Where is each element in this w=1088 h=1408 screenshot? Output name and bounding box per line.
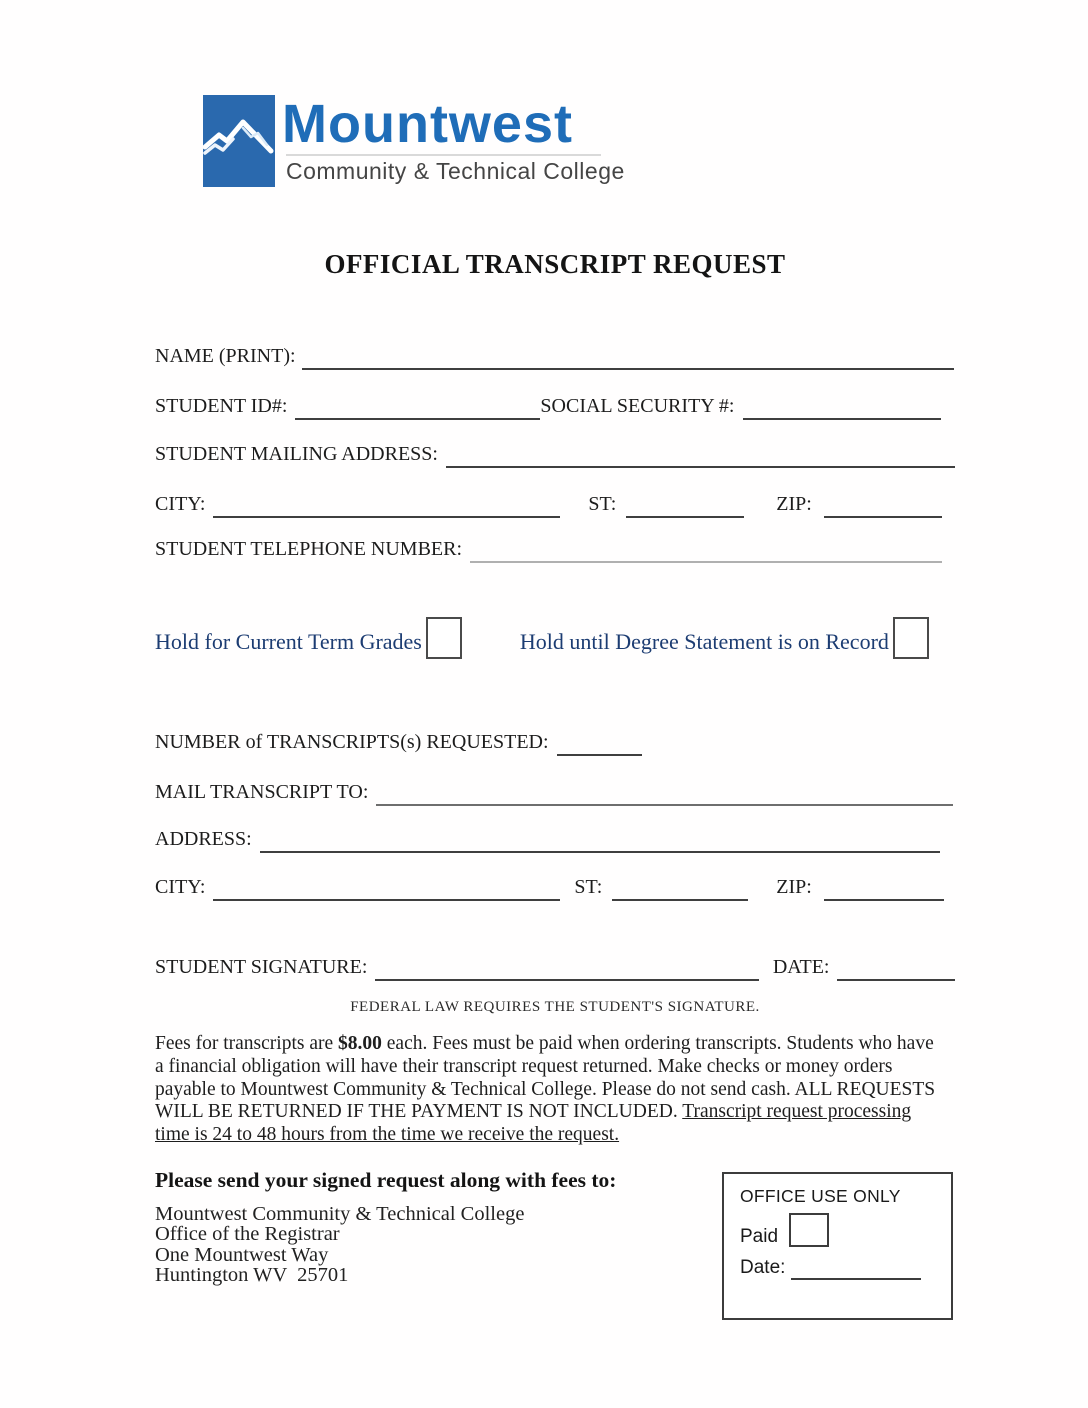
office-date-label: Date: bbox=[740, 1257, 786, 1278]
send-to-line-office: Office of the Registrar bbox=[155, 1223, 340, 1246]
transcript-count-input-line[interactable] bbox=[557, 730, 642, 756]
id-ssn-row bbox=[155, 394, 955, 420]
st-input-line[interactable] bbox=[626, 492, 744, 518]
mailing-address-input-line[interactable] bbox=[446, 442, 955, 468]
fees-text-after: each. Fees must be paid when ordering transcripts. Students who have a financial obligation will have their transcript request returned. Make checks or money orders payable to Mountwest Community & Technical College. Please do not send cash. ALL REQUESTS WILL BE RETURNED IF THE PAYMENT IS NOT INCLUDED. bbox=[155, 1033, 936, 1123]
st-input-line-2[interactable] bbox=[612, 875, 748, 901]
send-to-line-college: Mountwest Community & Technical College bbox=[155, 1202, 525, 1225]
city-st-zip-row-1 bbox=[155, 492, 955, 518]
date-label: DATE: bbox=[772, 956, 830, 978]
telephone-input-line[interactable] bbox=[470, 537, 942, 563]
mail-to-row bbox=[155, 780, 955, 806]
mailing-address-row bbox=[155, 442, 955, 468]
zip-label: ZIP: bbox=[776, 493, 812, 515]
city-input-line-2[interactable] bbox=[213, 875, 560, 901]
fees-processing-time-note: Transcript request processing time is 24 to 48 hours from the time we receive the request. bbox=[155, 1101, 912, 1146]
paid-label: Paid bbox=[740, 1226, 779, 1247]
ssn-label: SOCIAL SECURITY #: bbox=[540, 395, 735, 417]
mail-to-input-line[interactable] bbox=[376, 780, 953, 806]
office-use-only-box bbox=[722, 1172, 953, 1320]
telephone-label: STUDENT TELEPHONE NUMBER: bbox=[155, 538, 463, 560]
fees-text-before: Fees for transcripts are bbox=[155, 1033, 339, 1054]
college-logo bbox=[203, 0, 1088, 187]
paid-checkbox[interactable] bbox=[789, 1213, 829, 1247]
student-id-label: STUDENT ID#: bbox=[155, 395, 288, 417]
signature-row bbox=[155, 955, 955, 981]
student-id-input-line[interactable] bbox=[295, 394, 540, 420]
city-st-zip-row-2 bbox=[155, 875, 955, 901]
hold-degree-statement-checkbox[interactable] bbox=[893, 617, 929, 659]
send-to-line-city: Huntington WV 25701 bbox=[155, 1264, 349, 1287]
fees-amount: $8.00 bbox=[338, 1033, 382, 1054]
mailing-address-label: STUDENT MAILING ADDRESS: bbox=[155, 443, 438, 465]
logo-divider bbox=[286, 154, 601, 156]
name-input-line[interactable] bbox=[302, 344, 954, 370]
address-label: ADDRESS: bbox=[155, 828, 252, 850]
zip-input-line[interactable] bbox=[824, 492, 942, 518]
office-date-input-line[interactable] bbox=[791, 1258, 921, 1280]
logo-wordmark: Mountwest bbox=[282, 94, 573, 154]
federal-law-note: FEDERAL LAW REQUIRES THE STUDENT'S SIGNATURE. bbox=[350, 999, 760, 1015]
name-label: NAME (PRINT): bbox=[155, 345, 296, 367]
send-to-heading: Please send your signed request along with fees to: bbox=[155, 1167, 617, 1192]
zip-label-2: ZIP: bbox=[776, 876, 812, 898]
city-input-line[interactable] bbox=[213, 492, 560, 518]
hold-current-term-checkbox[interactable] bbox=[426, 617, 462, 659]
hold-options-row bbox=[155, 617, 955, 659]
city-label: CITY: bbox=[155, 493, 206, 515]
st-label-2: ST: bbox=[574, 876, 603, 898]
transcript-count-row bbox=[155, 730, 955, 756]
logo-tagline: Community & Technical College bbox=[286, 158, 625, 184]
office-date-row bbox=[740, 1257, 937, 1280]
mail-to-label: MAIL TRANSCRIPT TO: bbox=[155, 781, 369, 803]
logo-text bbox=[282, 95, 625, 187]
st-label: ST: bbox=[588, 493, 617, 515]
paid-row bbox=[740, 1213, 937, 1250]
signature-label: STUDENT SIGNATURE: bbox=[155, 956, 368, 978]
send-to-line-street: One Mountwest Way bbox=[155, 1243, 329, 1266]
telephone-row bbox=[155, 537, 955, 563]
fees-paragraph bbox=[155, 1033, 945, 1147]
city-label-2: CITY: bbox=[155, 876, 206, 898]
date-input-line[interactable] bbox=[837, 955, 955, 981]
page-title: OFFICIAL TRANSCRIPT REQUEST bbox=[324, 249, 786, 279]
hold-degree-statement-label: Hold until Degree Statement is on Record bbox=[519, 629, 889, 654]
signature-input-line[interactable] bbox=[375, 955, 758, 981]
address-row bbox=[155, 827, 955, 853]
address-input-line[interactable] bbox=[260, 827, 940, 853]
hold-current-term-label: Hold for Current Term Grades bbox=[155, 629, 422, 654]
name-row bbox=[155, 344, 955, 370]
transcript-count-label: NUMBER of TRANSCRIPTS(s) REQUESTED: bbox=[155, 731, 549, 753]
ssn-input-line[interactable] bbox=[743, 394, 941, 420]
zip-input-line-2[interactable] bbox=[824, 875, 944, 901]
office-use-only-title: OFFICE USE ONLY bbox=[740, 1186, 901, 1206]
mountain-icon bbox=[203, 95, 275, 187]
